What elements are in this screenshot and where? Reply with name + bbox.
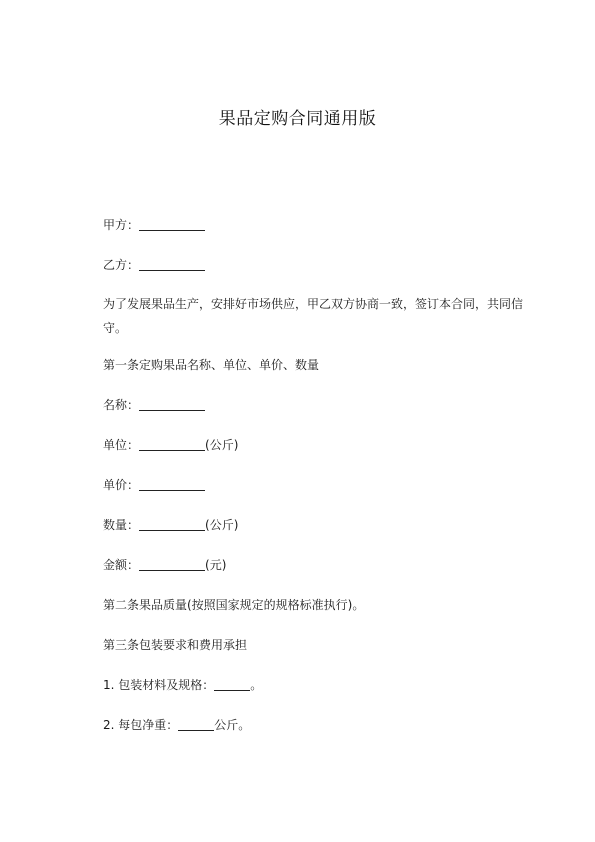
name-line (103, 398, 205, 412)
unit-label: 单位： (103, 438, 140, 452)
unit-suffix: (公斤) (205, 438, 239, 452)
quantity-line (103, 518, 238, 532)
amount-label: 金额： (103, 558, 140, 572)
name-blank (139, 398, 205, 411)
price-blank (139, 478, 205, 491)
article-3-heading: 第三条包装要求和费用承担 (103, 638, 248, 652)
unit-line (103, 438, 238, 452)
name-label: 名称： (103, 398, 140, 412)
article-2-heading: 第二条果品质量(按照国家规定的规格标准执行)。 (103, 598, 365, 612)
item-1-suffix: 。 (250, 678, 263, 692)
amount-blank (139, 558, 205, 571)
price-line (103, 478, 205, 492)
unit-blank (139, 438, 205, 451)
item-1-blank (214, 678, 250, 691)
item-1-label: 1. 包装材料及规格： (103, 678, 215, 692)
item-2-label: 2. 每包净重： (103, 718, 179, 732)
amount-line (103, 558, 226, 572)
quantity-blank (139, 518, 205, 531)
item-2-line (103, 718, 250, 732)
item-2-suffix: 公斤。 (214, 718, 251, 732)
article-1-heading: 第一条定购果品名称、单位、单价、数量 (103, 358, 320, 372)
party-a-line (103, 218, 205, 232)
item-1-line (103, 678, 262, 692)
party-a-blank (139, 218, 205, 231)
party-a-label: 甲方： (103, 218, 140, 232)
party-b-line (103, 258, 205, 272)
party-b-blank (139, 258, 205, 271)
quantity-label: 数量： (103, 518, 140, 532)
price-label: 单价： (103, 478, 140, 492)
intro-paragraph: 为了发展果品生产，安排好市场供应，甲乙双方协商一致，签订本合同，共同信守。 (103, 297, 524, 335)
amount-suffix: (元) (205, 558, 227, 572)
quantity-suffix: (公斤) (205, 518, 239, 532)
party-b-label: 乙方： (103, 258, 140, 272)
document-title: 果品定购合同通用版 (218, 109, 377, 129)
item-2-blank (178, 718, 214, 731)
